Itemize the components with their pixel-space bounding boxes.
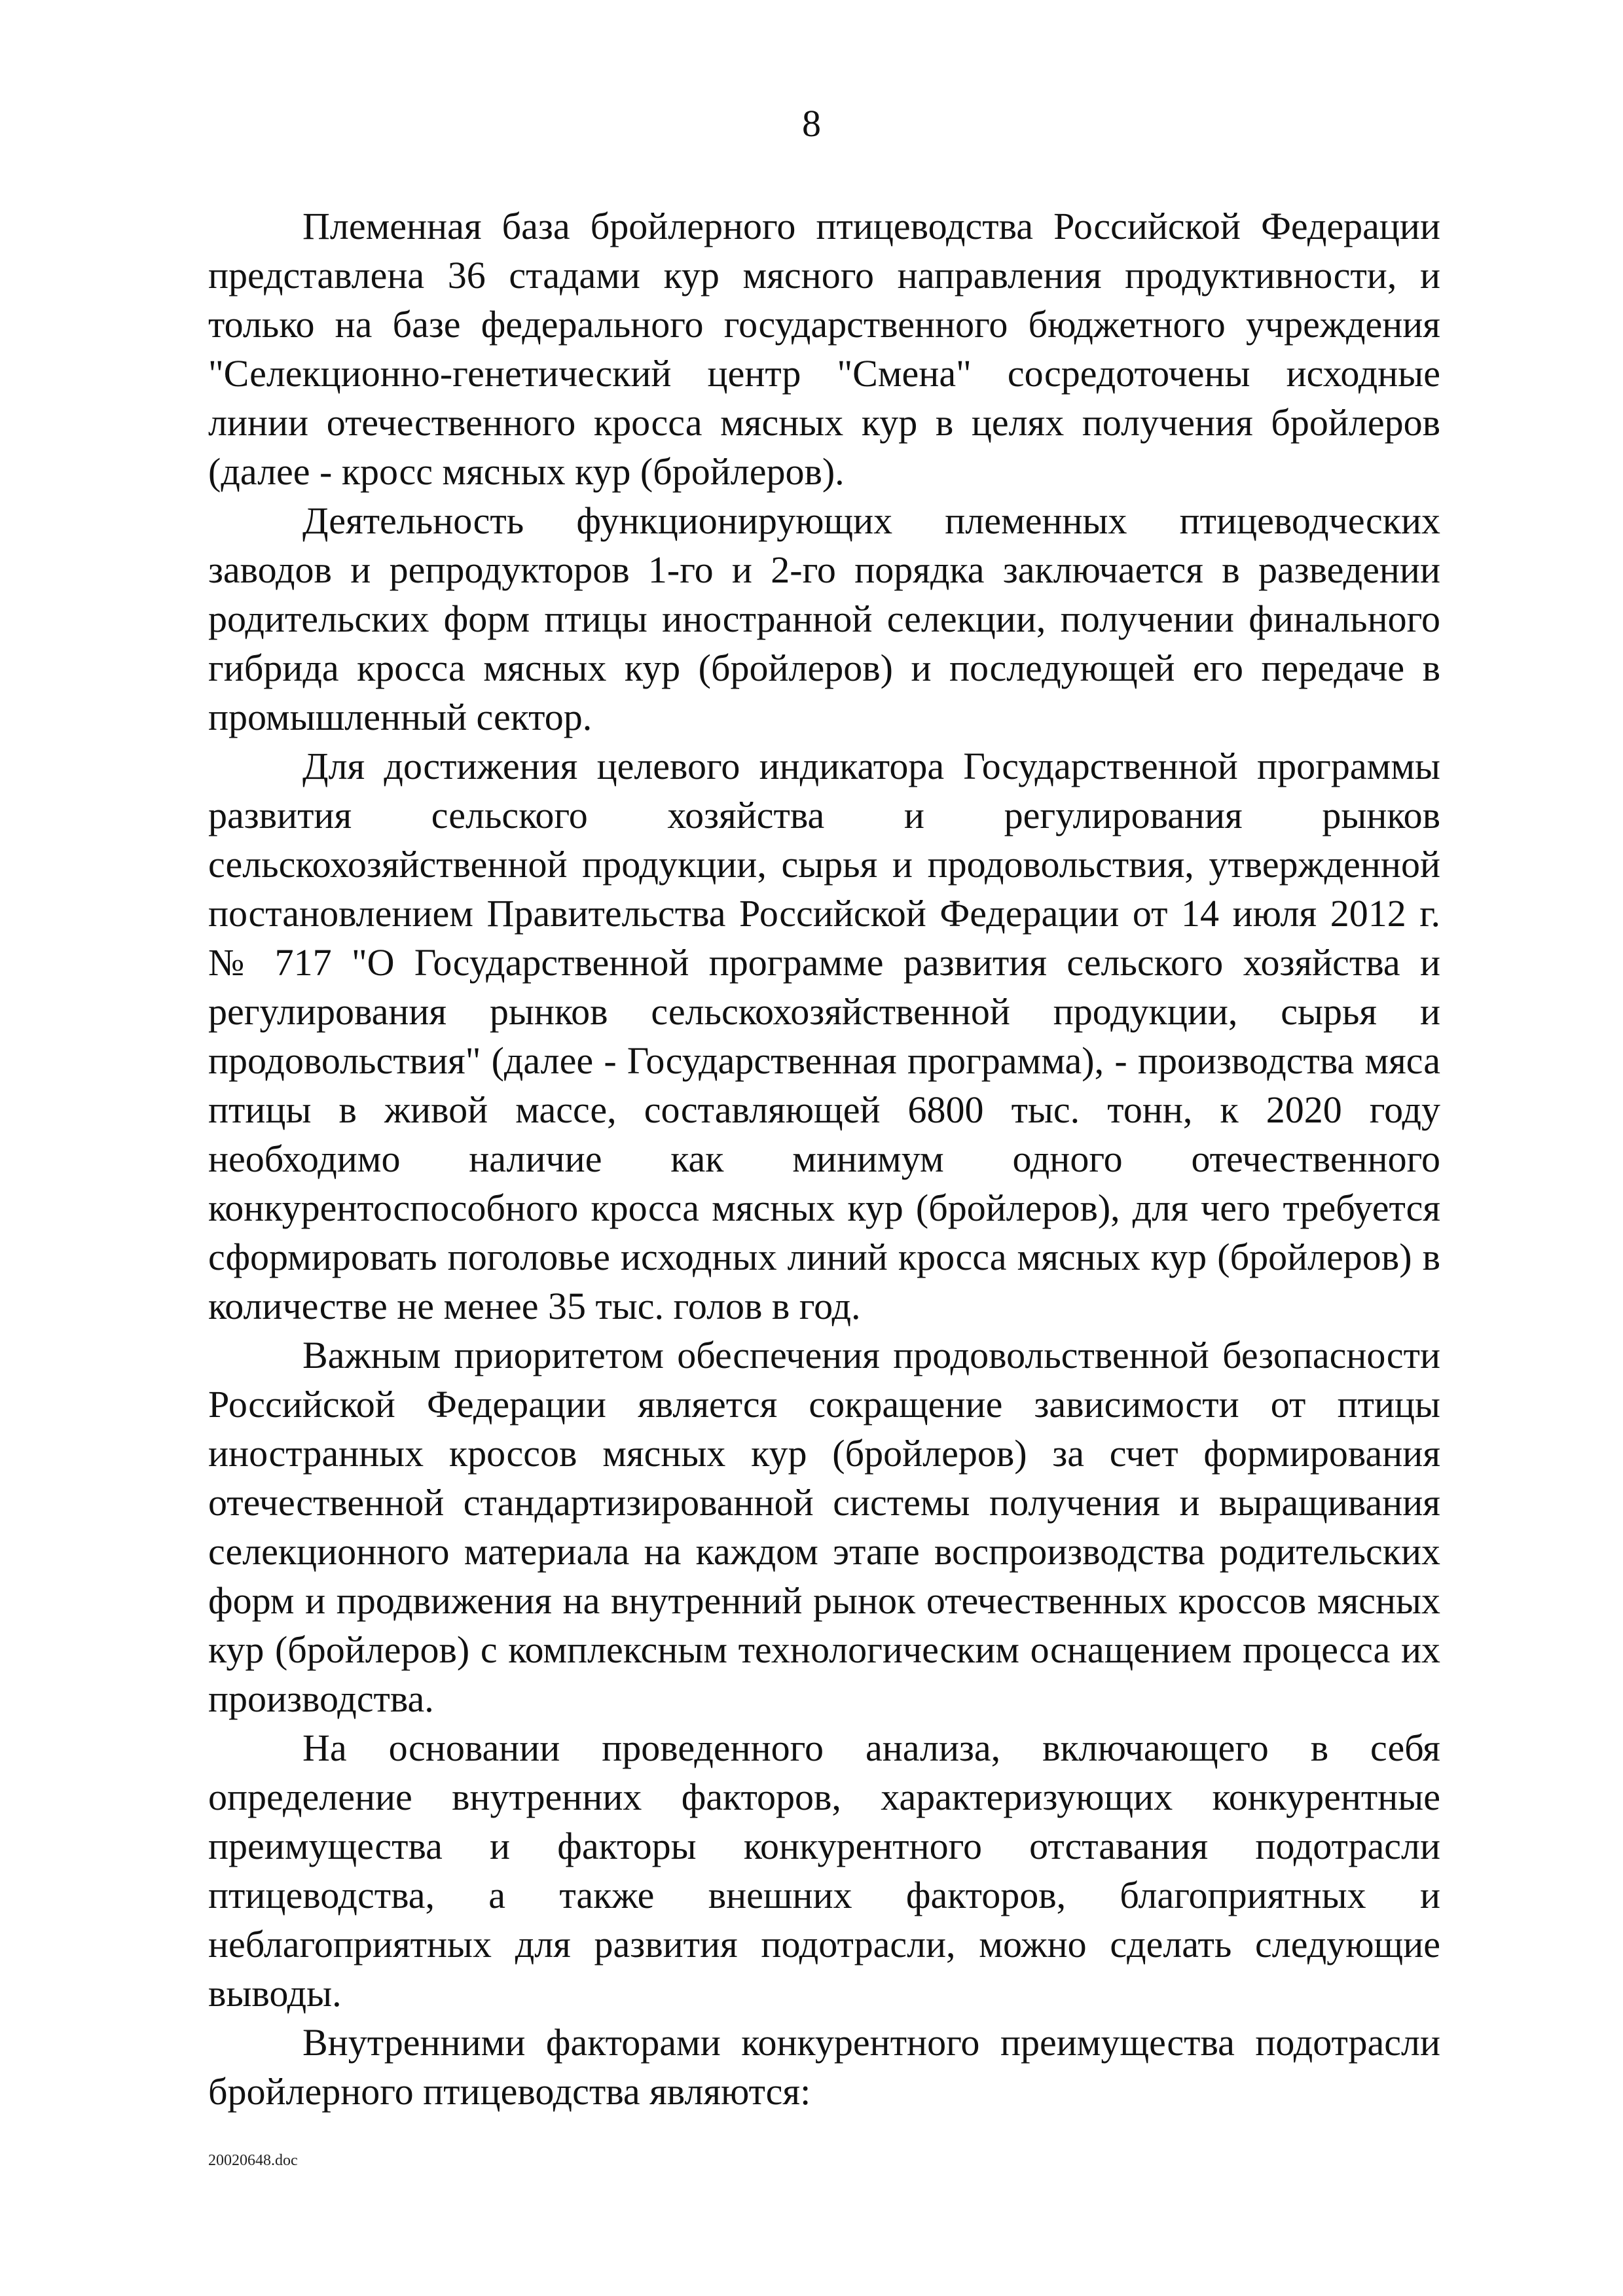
paragraph-breeding-base: Племенная база бройлерного птицеводства Российской Федерации представлена 36 стадами кур мясного направления продуктивности, и только на базе федерального государственного бюджетного учреждения "Селекционно-генетический центр "Смена" сосредоточены исходные линии отечественного кросса мясных кур в целях получения бройлеров (далее - кросс мясных кур (бройлеров). [208,205,1440,493]
page-number: 8 [802,102,821,145]
paragraph-analysis-conclusion: На основании проведенного анализа, включающего в себя определение внутренних факторов, характеризующих конкурентные преимущества и факторы конкурентного отставания подотрасли птицеводства, а также внешних факторов, благоприятных и неблагоприятных для развития подотрасли, можно сделать следующие выводы. [208,1727,1440,2015]
document-body [208,202,1440,2116]
paragraph-food-security-priority: Важным приоритетом обеспечения продовольственной безопасности Российской Федерации является сокращение зависимости от птицы иностранных кроссов мясных кур (бройлеров) за счет формирования отечественной стандартизированной системы получения и выращивания селекционного материала на каждом этапе воспроизводства родительских форм и продвижения на внутренний рынок отечественных кроссов мясных кур (бройлеров) с комплексным технологическим оснащением процесса их производства. [208,1334,1440,1720]
paragraph-breeding-plants: Деятельность функционирующих племенных птицеводческих заводов и репродукторов 1-го и 2-го порядка заключается в разведении родительских форм птицы иностранной селекции, получении финального гибрида кросса мясных кур (бройлеров) и последующей его передаче в промышленный сектор. [208,499,1440,738]
paragraph-internal-factors-intro: Внутренними факторами конкурентного преимущества подотрасли бройлерного птицеводства являются: [208,2021,1440,2113]
paragraph-state-program-target: Для достижения целевого индикатора Государственной программы развития сельского хозяйства и регулирования рынков сельскохозяйственной продукции, сырья и продовольствия, утвержденной постановлением Правительства Российской Федерации от 14 июля 2012 г. № 717 "О Государственной программе развития сельского хозяйства и регулирования рынков сельскохозяйственной продукции, сырья и продовольствия" (далее - Государственная программа), - производства мяса птицы в живой массе, составляющей 6800 тыс. тонн, к 2020 году необходимо наличие как минимум одного отечественного конкурентоспособного кросса мясных кур (бройлеров), для чего требуется сформировать поголовье исходных линий кросса мясных кур (бройлеров) в количестве не менее 35 тыс. голов в год. [208,745,1440,1327]
footer-filename: 20020648.doc [208,2152,298,2169]
